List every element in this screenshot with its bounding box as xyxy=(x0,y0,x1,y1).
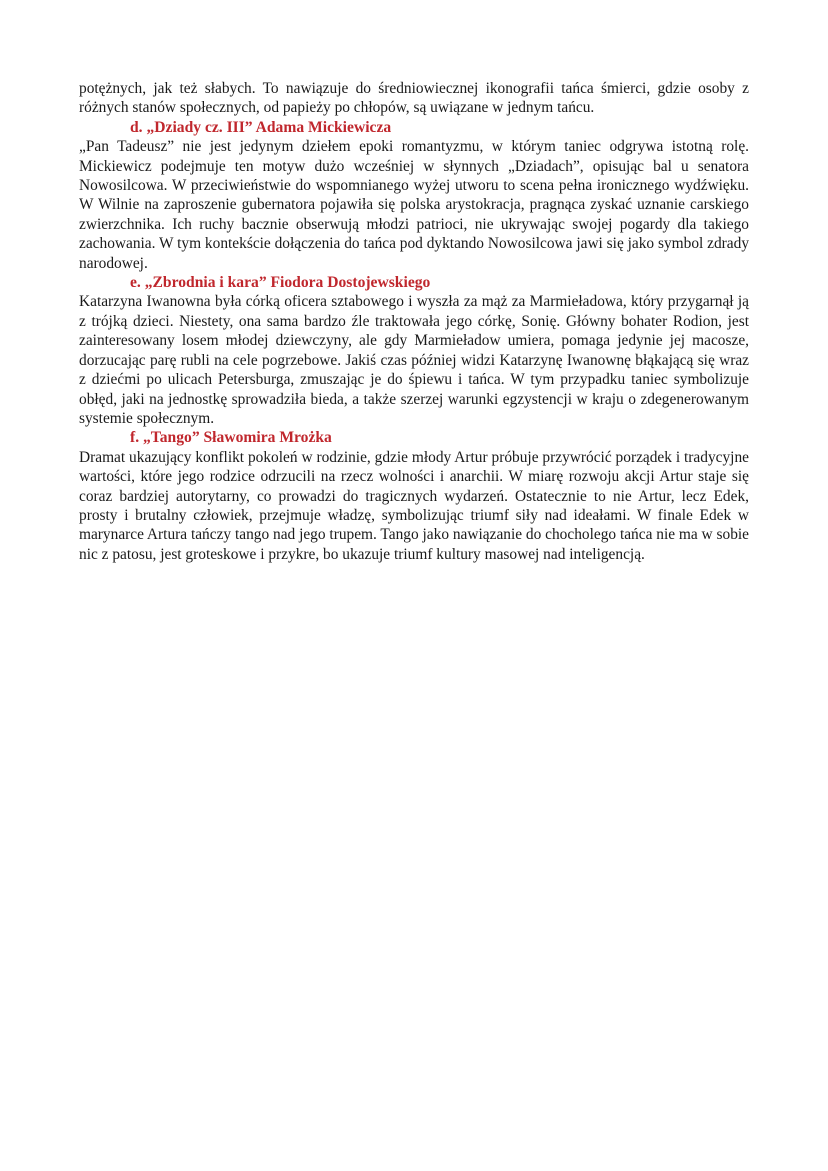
intro-paragraph-continued: potężnych, jak też słabych. To nawiązuje do średniowiecznej ikonografii tańca śmierci, gdzie osoby z różnych stanów społecznych, od papieży po chłopów, są uwiązane w jednym tańcu. xyxy=(79,80,749,117)
section-paragraph-e: Katarzyna Iwanowna była córką oficera sztabowego i wyszła za mąż za Marmieładowa, który przygarnął ją z trójką dzieci. Niestety, ona sama bardzo źle traktowała jego córkę, Sonię. Główny bohater Rodion, jest zainteresowany losem młodej dziewczyny, ale gdy Marmieładow umiera, pomaga jedynie jej macosze, dorzucając parę rubli na cele pogrzebowe. Jakiś czas później widzi Katarzynę Iwanownę błąkającą się wraz z dziećmi po ulicach Petersburga, zmuszając je do śpiewu i tańca. W tym przypadku taniec symbolizuje obłęd, jaki na jednostkę sprowadziła bieda, a także szerzej warunki egzystencji w kraju o zdegenerowanym systemie społecznym. xyxy=(79,293,749,427)
section-paragraph-d: „Pan Tadeusz” nie jest jedynym dziełem epoki romantyzmu, w którym taniec odgrywa istotną rolę. Mickiewicz podejmuje ten motyw dużo wcześniej w słynnych „Dziadach”, opisując bal u senatora Nowosilcowa. W przeciwieństwie do wspomnianego wyżej utworu to scena pełna ironicznego wydźwięku. W Wilnie na zaproszenie gubernatora pojawiła się polska arystokracja, pragnąca zyskać uznanie carskiego zwierzchnika. Ich ruchy bacznie obserwują młodzi patrioci, nie ukrywając swojej pogardy dla takiego zachowania. W tym kontekście dołączenia do tańca pod dyktando Nowosilcowa jawi się jako symbol zdrady narodowej. xyxy=(79,138,750,272)
section-heading-e: e. „Zbrodnia i kara” Fiodora Dostojewskiego xyxy=(130,274,431,292)
section-paragraph-f: Dramat ukazujący konflikt pokoleń w rodzinie, gdzie młody Artur próbuje przywrócić porządek i tradycyjne wartości, które jego rodzice odrzucili na rzecz wolności i anarchii. W miarę rozwoju akcji Artur staje się coraz bardziej autorytarny, co prowadzi do tragicznych wydarzeń. Ostatecznie to nie Artur, lecz Edek, prosty i brutalny człowiek, przejmuje władzę, symbolizując triumf siły nad ideałami. W finale Edek w marynarce Artura tańczy tango nad jego trupem. Tango jako nawiązanie do chocholego tańca nie ma w sobie nic z patosu, jest groteskowe i przykre, bo ukazuje triumf kultury masowej nad inteligencją. xyxy=(79,448,750,563)
document-page xyxy=(79,79,749,564)
section-heading-f: f. „Tango” Sławomira Mrożka xyxy=(130,429,332,447)
section-heading-d: d. „Dziady cz. III” Adama Mickiewicza xyxy=(130,118,392,136)
